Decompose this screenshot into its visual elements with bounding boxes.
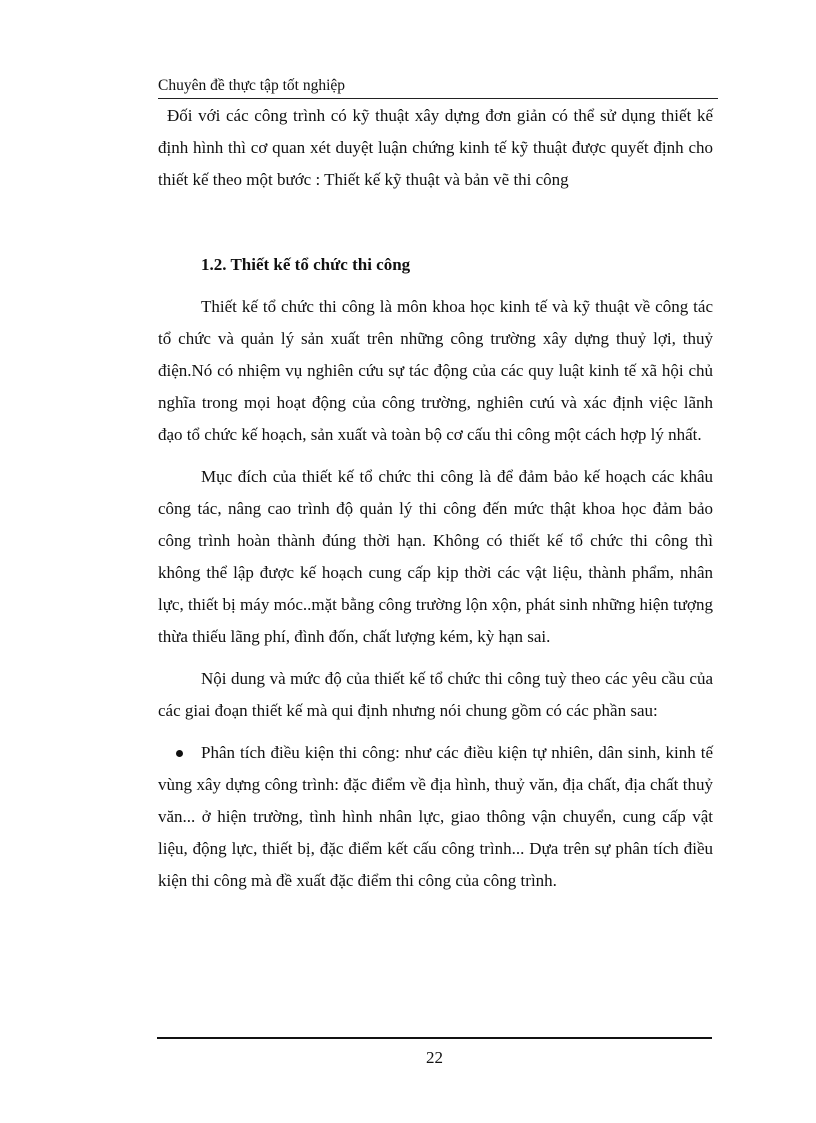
body-paragraph: Thiết kế tổ chức thi công là môn khoa học kinh tế và kỹ thuật về công tác tổ chức và quản lý sản xuất trên những công trường xây dựng thuỷ lợi, thuỷ điện.Nó có nhiệm vụ nghiên cứu sự tác động của các quy luật kinh tế xã hội chủ nghĩa trong mọi hoạt động của công trường, nghiên cưú và xác định việc lãnh đạo tổ chức kế hoạch, sản xuất và toàn bộ cơ cấu thi công một cách hợp lý nhất. <box>158 297 713 444</box>
section-heading: 1.2. Thiết kế tổ chức thi công <box>201 255 411 274</box>
bullet-icon <box>176 750 183 757</box>
document-body <box>158 100 713 897</box>
body-paragraph: Mục đích của thiết kế tổ chức thi công là để đảm bảo kế hoạch các khâu công tác, nâng cao trình độ quản lý thi công đến mức thật khoa học đảm bảo công trình hoàn thành đúng thời hạn. Không có thiết kế tổ chức thi công thì không thể lập được kế hoạch cung cấp kịp thời các vật liệu, thành phẩm, nhân lực, thiết bị máy móc..mặt bằng công trường lộn xộn, phát sinh những hiện tượng thừa thiếu lãng phí, đình đốn, chất lượng kém, kỳ hạn sai. <box>158 467 713 646</box>
body-paragraph: Nội dung và mức độ của thiết kế tổ chức thi công tuỳ theo các yêu cầu của các giai đoạn thiết kế mà qui định nhưng nói chung gồm có các phần sau: <box>158 669 713 720</box>
intro-paragraph-text: Đối với các công trình có kỹ thuật xây dựng đơn giản có thể sử dụng thiết kế định hình thì cơ quan xét duyệt luận chứng kinh tế kỹ thuật được quyết định cho thiết kế theo một bước : Thiết kế kỹ thuật và bản vẽ thi công <box>158 106 713 189</box>
running-header: Chuyên đề thực tập tốt nghiệp <box>158 76 718 99</box>
bullet-list <box>158 737 713 897</box>
page-number: 22 <box>426 1048 443 1067</box>
list-item-text: Phân tích điều kiện thi công: như các điều kiện tự nhiên, dân sinh, kinh tế vùng xây dựng công trình: đặc điểm về địa hình, thuỷ văn, địa chất, địa chất thuỷ văn... ở hiện trường, tình hình nhân lực, giao thông vận chuyển, cung cấp vật liệu, động lực, thiết bị, đặc điểm kết cấu công trình... Dựa trên sự phân tích điều kiện thi công mà đề xuất đặc điểm thi công của công trình. <box>158 743 713 890</box>
intro-paragraph <box>158 100 713 196</box>
footer-divider <box>157 1037 712 1039</box>
list-item <box>158 737 713 897</box>
